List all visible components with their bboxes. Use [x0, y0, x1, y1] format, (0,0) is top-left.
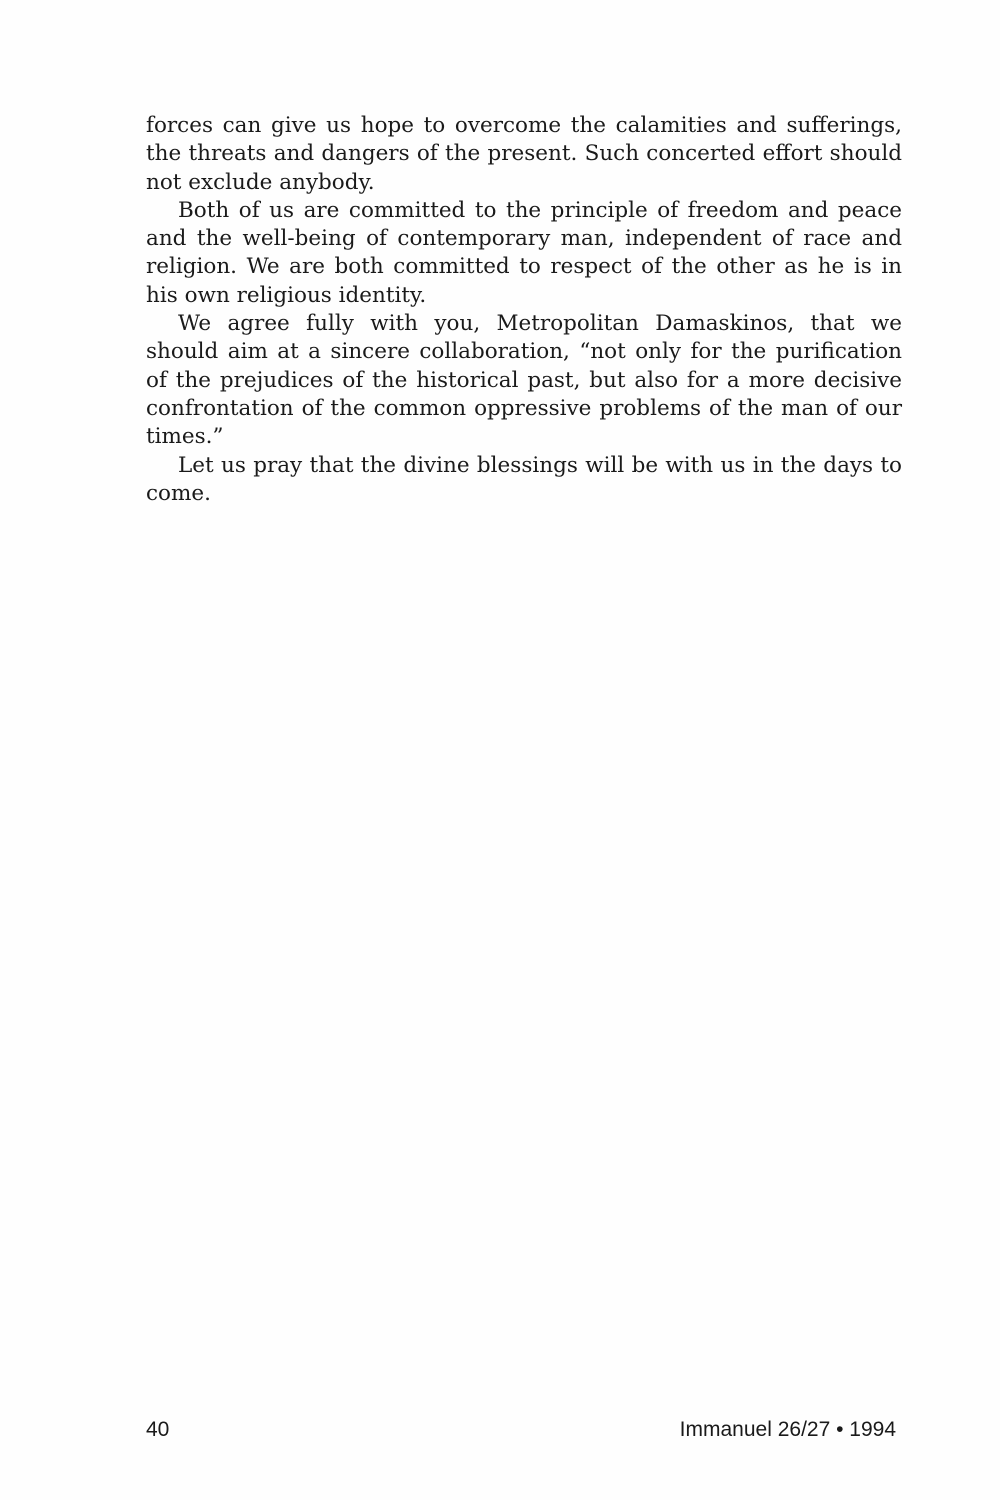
body-text [146, 112, 902, 508]
journal-citation: Immanuel 26/27 • 1994 [679, 1418, 896, 1441]
page-number: 40 [146, 1418, 170, 1441]
paragraph-3: We agree fully with you, Metropolitan Damaskinos, that we should aim at a sincere collaboration, “not only for the purification of the prejudices of the historical past, but also for a more decisive confrontation of the common oppressive problems of the man of our times.” [146, 311, 902, 450]
paragraph-4: Let us pray that the divine blessings will be with us in the days to come. [146, 452, 902, 506]
paragraph-1: forces can give us hope to overcome the calamities and sufferings, the threats and dangers of the present. Such concerted effort should not exclude anybody. [146, 113, 902, 195]
paragraph-2: Both of us are committed to the principle of freedom and peace and the well-being of contemporary man, independent of race and religion. We are both committed to respect of the other as he is in his own religious identity. [146, 197, 902, 308]
